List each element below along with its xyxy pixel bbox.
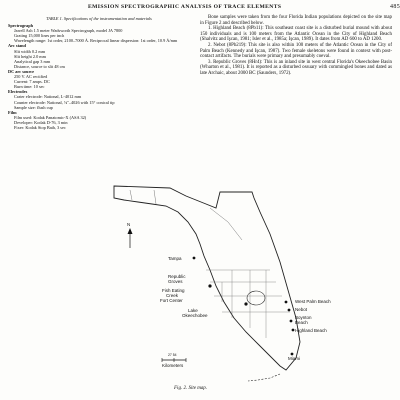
table-row: Slit width 0.2 mm [14,48,46,54]
label-fort-center: Fort Center [160,298,183,303]
label-republic-groves-1: Republic [168,274,186,279]
table-row: Grating 15,000 lines per inch [14,33,65,39]
table-row: Analytical gap 3 mm [14,58,51,64]
river-lines [130,190,242,240]
label-nebot: Nebot [295,307,308,312]
site-marker [193,257,196,260]
table-row: Film [8,109,17,115]
paragraph-intro: Bone samples were taken from the four Florida Indian populations depicted on the site map in Figure 2 and described below. [200,15,392,26]
label-lake-2: Okeechobee [182,313,208,318]
table-row: Wavelength range: 1st order, 2100–7000 Å. Reciprocal linear dispersion: 1st order, 10.9 Å/mm [14,38,178,44]
table-caption: TABLE 1. Specifications of the instrumentation and materials [46,16,152,21]
body-text [200,15,392,77]
florida-outline [114,186,300,370]
site-marker [290,320,293,323]
table-row: Arc stand [8,43,26,49]
site-marker [244,302,247,305]
table-row: Jarrell Ash 1.5 meter Wadsworth Spectrograph, model JA 7800 [14,28,123,34]
site-marker [208,284,211,287]
paragraph-republic-groves: 3. Republic Groves (8Hr4): This is an inland site in west central Florida's Okeechobee Basin (Wharton et al., 1981). It is reported as a disturbed ossuary with commingled bones and dated as late Archaic, about 2000 BC (Saunders, 1972). [200,59,392,76]
site-marker [291,353,294,356]
paragraph-highland-beach: 1. Highland Beach (8Pb11): This southeast coast site is a disturbed burial mound with about 150 individuals and is 100 meters from the Atlantic Ocean in the City of Highland Beach (Shalvitz and Işcan, 1981; Isler et al., 1985a; Işcan, 1989). It dates from AD 600 to AD 1200. [200,26,392,43]
label-tampa: Tampa [168,256,182,261]
table-row: Current: 7 amps. DC [14,79,50,85]
table-rows [8,23,190,130]
table-row: DC arc source [8,68,35,74]
scale-unit: Kilometers [162,363,184,368]
table-row: Crater electrode: National, L-4012 mm [14,94,82,100]
label-fish-eating-1: Fish Eating [162,288,185,293]
specifications-table [8,16,190,130]
site-marker [292,329,295,332]
table-row: Slit height 2.0 mm [14,53,46,59]
table-row: 250 V. AC rectified [14,74,48,80]
header-title: EMISSION SPECTROGRAPHIC ANALYSIS OF TRACE ELEMENTS [88,4,282,10]
table-row: Counter electrode: National, ⅛"–4026 with 15° conical tip [14,99,115,105]
county-boundaries [206,270,290,338]
label-lake-1: Lake [188,308,198,313]
table-row: Film used: Kodak Panatomic-X (ASA 32) [14,114,87,120]
label-miami: Miami [288,356,300,361]
label-republic-groves-2: Groves [168,279,183,284]
label-fish-eating-2: Creek [166,293,179,298]
site-marker [288,309,291,312]
page-number: 485 [390,4,400,10]
site-marker [285,301,288,304]
table-row: Distance, source to slit 48 cm [14,63,65,69]
table-row: Burn time: 10 sec [14,84,45,90]
figure-caption: Fig. 2. Site map. [174,386,208,391]
table-row: Fixer: Kodak Stop Bath, 3 sec [14,124,66,130]
label-highland-beach: Highland Beach [295,328,327,333]
florida-keys [248,374,280,381]
label-boynton-2: Beach [295,320,308,325]
scale-numbers: 27 54 [168,353,177,357]
table-row: Developer: Kodak D-76, 3 min [14,119,68,125]
lake-okeechobee [247,291,265,305]
north-arrow-head [128,228,133,234]
paragraph-nebot: 2. Nebot (8Pb219): This site is also within 100 meters of the Atlantic Ocean in the City of Palm Beach (Kennedy and Işcan, 1987). Two female skeletons were found in context with post-contact artifacts. The burials were primary and presumably coeval. [200,42,392,60]
florida-site-map [110,178,331,383]
running-header [88,4,400,10]
north-label: N [127,222,131,227]
label-west-palm-beach: West Palm Beach [295,299,331,304]
table-row: Sample size: flush cup [14,104,53,110]
label-boynton-1: Boynton [295,315,312,320]
table-row: Electrodes [8,89,28,95]
table-row: Spectrograph [8,23,33,29]
